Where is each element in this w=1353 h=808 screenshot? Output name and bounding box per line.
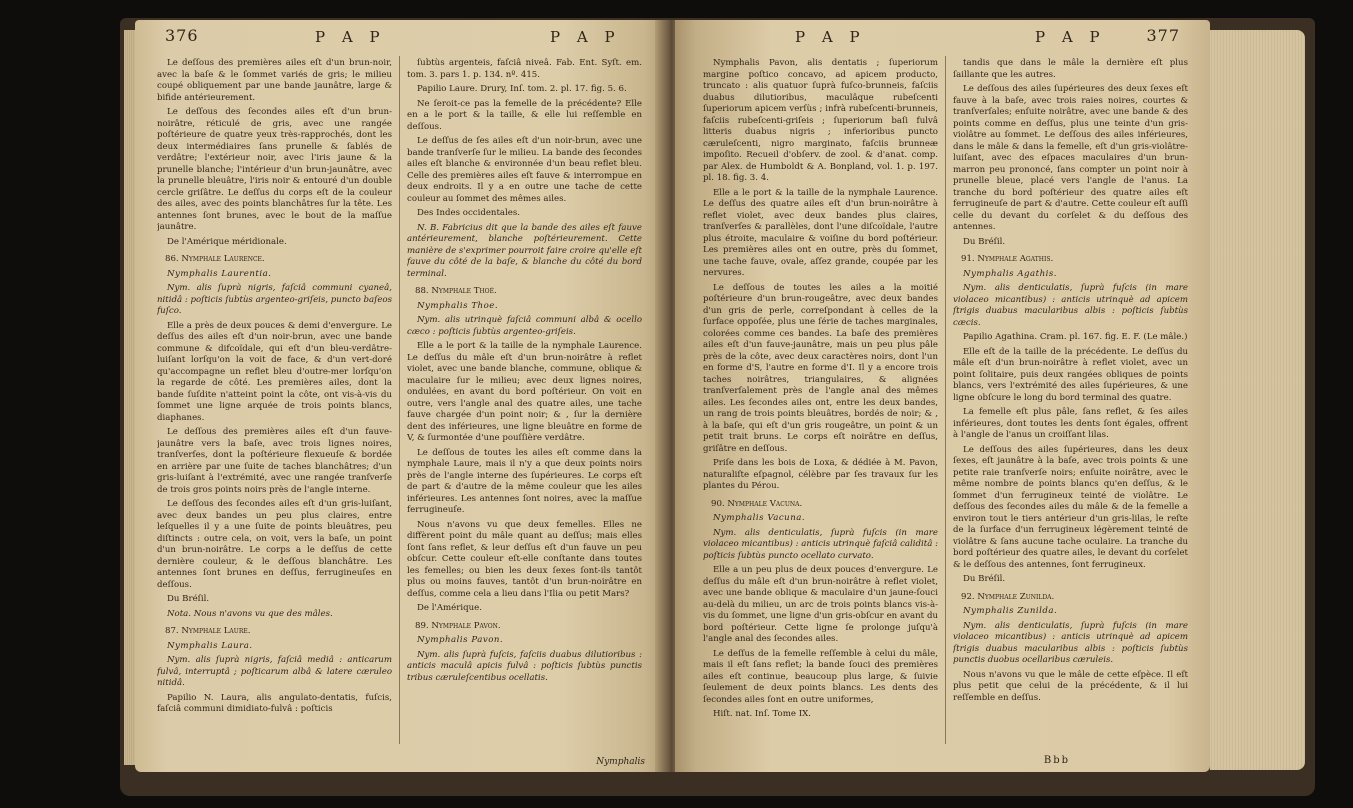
locality: De l'Amérique méridionale. xyxy=(167,236,287,247)
paragraph: Le deſſus de la femelle reſſemble à celui du mâle, mais il eſt ſans reflet; la bande ſouci des premières ailes eſt continue, beaucoup plus large, & ſuivie ſeulement de deux points blancs. Les dents des ſecondes ailes ſont en outre uniformes, xyxy=(703,648,938,705)
paragraph: Nous n'avons vu que deux femelles. Elles ne diffèrent point du mâle quant au deſſus; mais elles ſont ſans reflet, & leur deſſus eſt d'un fauve un peu obſcur. Cette couleur eſt-elle conſtante dans toutes les femelles; ou bien les deux ſexes ſont-ils tantôt plus ou moins fauves, tantôt d'un brun-noirâtre en deſſus, comme cela a lieu dans l'Ilia ou petit Mars? xyxy=(407,519,642,599)
paragraph: tandis que dans le mâle la dernière eſt plus ſaillante que les autres. xyxy=(953,58,1188,80)
left-column-2 xyxy=(407,58,642,752)
entry-heading: 92. Nymphale Zunilda. xyxy=(961,591,1055,602)
paragraph: Le deſſous des ailes ſupérieures des deux ſexes eſt fauve à la baſe, avec trois raies noires, courtes & tranſverſales; enſuite noirâtre, avec une bande & des points comme en deſſus, plus une teinte d'un gris-violâtre au ſommet. Le deſſous des ailes inférieures, dans le mâle & dans la femelle, eſt d'un gris-violâtre-luiſant, avec des eſpaces maculaires d'un brun-marron peu prononcé, ſans compter un point noir à prunelle bleue, placé vers l'angle de l'anus. La tranche du bord poſtérieur des quatre ailes eſt ferrugineuſe de part & d'autre. Cette couleur eſt auſſi celle du devant du corſelet & du deſſous des antennes. xyxy=(953,84,1188,232)
paragraph: Le deſſous de toutes les ailes eſt comme dans la nymphale Laure, mais il n'y a que deux points noirs près de l'angle interne des ſupérieures. Le corps eſt de part & d'autre de la même couleur que les ailes inférieures. Les antennes ſont noires, avec la maſſue ferrugineuſe. xyxy=(407,447,642,515)
paragraph: Le deſſus de ſes ailes eſt d'un noir-brun, avec une bande tranſverſe ſur le milieu. La bande des ſecondes ailes eſt blanche & environnée d'un beau reflet bleu. Celle des premières ailes eſt fauve & interrompue en deux endroits. Il y a en outre une tache de cette couleur au ſommet des mêmes ailes. xyxy=(407,136,642,204)
entry-subtitle: Nymphalis Laurentia. xyxy=(167,268,272,279)
left-header-title-2: P A P xyxy=(550,28,621,46)
paragraph: Elle a un peu plus de deux pouces d'envergure. Le deſſus du mâle eſt d'un brun-noirâtre à reflet violet, avec une bande oblique & maculaire d'un jaune-ſouci au-delà du milieu, un arc de trois points blancs vis-à-vis du ſommet, une ligne d'un gris-obſcur en avant du bord poſtérieur. Cette ligne ſe prolonge juſqu'à l'angle anal des ſecondes ailes. xyxy=(703,565,938,644)
right-column-2 xyxy=(953,58,1188,752)
signature-mark: Bbb xyxy=(1043,754,1070,766)
catchword: Nymphalis xyxy=(596,756,645,767)
reference: Hiſt. nat. Inſ. Tome IX. xyxy=(713,709,811,719)
column-rule xyxy=(399,56,400,744)
entry-heading: 89. Nymphale Pavon. xyxy=(415,620,501,631)
reference: Papilio Agathina. Cram. pl. 167. fig. E. F. (Le mâle.) xyxy=(963,332,1188,342)
note: N. B. Fabricius dit que la bande des ailes eſt fauve antérieurement, blanche poſtérieurement. Cette manière de s'exprimer pourroit faire croire qu'elle eſt fauve du côté de la baſe, & blanche du côté du bord terminal. xyxy=(407,222,642,279)
left-column-1 xyxy=(157,58,392,752)
paragraph: La femelle eſt plus pâle, ſans reflet, & ſes ailes inférieures, dont toutes les dents ſont égales, offrent à l'angle de l'anus un croiſſant lilas. xyxy=(953,407,1188,440)
locality: Du Bréſil. xyxy=(167,594,210,604)
paragraph: Le deſſous des premières ailes eſt d'un fauve-jaunâtre vers la baſe, avec trois lignes noires, tranſverſes, dont la poſtérieure flexueuſe & bordée en arrière par une ſuite de taches blanchâtres; d'un gris-luiſant à l'extrémité, avec une rangée tranſverſe de trois gros points noirs près de l'angle interne. xyxy=(157,427,392,495)
column-rule xyxy=(945,56,946,744)
entry-subtitle: Nymphalis Zunilda. xyxy=(963,606,1058,616)
right-page-header xyxy=(705,26,1180,52)
locality: De l'Amérique. xyxy=(417,603,482,613)
entry-heading: 91. Nymphale Agathis. xyxy=(961,254,1054,264)
entry-heading: 88. Nymphale Thoé. xyxy=(415,286,497,296)
entry-subtitle: Nymphalis Laura. xyxy=(167,640,253,651)
right-column-1 xyxy=(703,58,938,752)
reference: Papilio Laure. Drury, Inſ. tom. 2. pl. 17. fig. 5. 6. xyxy=(417,84,627,94)
entry-subtitle: Nymphalis Pavon. xyxy=(417,635,504,645)
latin-diagnosis: Nym. alis denticulatis, ſuprà fuſcis (in mare violaceo micantibus) : anticis utrinquè ad apicem ſtrigis duabus macularibus albis : poſticis ſubtùs punctis duobus ocellaribus cæruleis. xyxy=(953,620,1188,665)
right-page-edges xyxy=(1210,30,1305,770)
paragraph: Le deſſous des ailes ſupérieures, dans les deux ſexes, eſt jaunâtre à la baſe, avec trois points & une petite raie tranſverſe noirs; enſuite noirâtre, avec le même nombre de points blancs qu'en deſſus, & le ſommet d'un ferrugineux teinté de violâtre. Le deſſous des ſecondes ailes du mâle & de la femelle a environ tout le tiers antérieur d'un gris-lilas, le reſte de la ſurface d'un ferrugineux légèrement teinté de violâtre & ſans aucune tache oculaire. La tranche du bord poſtérieur des quatre ailes, le devant du corſelet & le deſſous des antennes, ſont ferrugineux. xyxy=(953,444,1188,570)
latin-diagnosis: Nym. alis denticulatis, ſuprà fuſcis (in mare violaceo micantibus) : anticis utrinquè ad apicem ſtrigis duabus macularibus albis : poſticis ſubtùs cæcis. xyxy=(953,283,1188,328)
reference: ſubtùs argenteis, faſciâ niveâ. Fab. Ent. Syſt. em. tom. 3. pars 1. p. 134. nº. 415. xyxy=(407,58,642,80)
right-header-title-1: P A P xyxy=(795,28,866,46)
paragraph: Le deſſous de toutes les ailes a la moitié poſtérieure d'un brun-rougeâtre, avec deux bandes d'un gris de perle, correſpondant à celles de la ſurface oppoſée, plus une ſérie de taches marginales, colorées comme ces bandes. La baſe des premières ailes eſt d'un fauve-jaunâtre, mais un peu plus pâle près de la côte, avec deux caractères noirs, dont l'un en forme d'S, l'autre en forme d'I. Il y a encore trois taches noirâtres, triangulaires, & alignées tranſverſalement près de l'angle anal des mêmes ailes. Les ſecondes ailes ont, entre les deux bandes, un rang de trois points bleuâtres, bordés de noir; & , à la baſe, qui eſt d'un gris rougeâtre, un point & un petit trait bruns. Le corps eſt noirâtre en deſſus, griſâtre en deſſous. xyxy=(703,282,938,454)
locality: Du Bréſil. xyxy=(963,236,1006,247)
latin-diagnosis: Nym. alis denticulatis, ſuprà fuſcis (in mare violaceo micantibus) : anticis utrinquè faſciâ caliditâ : poſticis ſubtùs puncto ocellato curvato. xyxy=(703,527,938,561)
entry-heading: 90. Nymphale Vacuna. xyxy=(711,498,803,509)
right-page xyxy=(675,20,1210,772)
entry-heading: 87. Nymphale Laure. xyxy=(165,626,251,636)
entry-subtitle: Nymphalis Thoe. xyxy=(417,300,499,311)
note: Nota. Nous n'avons vu que des mâles. xyxy=(167,608,333,619)
paragraph: Le deſſous des ſecondes ailes eſt d'un gris-luiſant, avec deux bandes un peu plus claires, entre leſquelles il y a une ſuite de points bleuâtres, peu diſtincts : outre cela, on voit, vers la baſe, un point d'un brun-noirâtre. Le corps a le deſſus de cette dernière couleur, & le deſſous blanchâtre. Les antennes ſont brunes en deſſus, ferrugineuſes en deſſous. xyxy=(157,499,392,590)
left-header-title-1: P A P xyxy=(315,28,386,46)
right-header-title-2: P A P xyxy=(1035,28,1106,46)
reference: Papilio N. Laura, alis angulato-dentatis, fuſcis, faſciâ communi dimidiato-fulvâ : poſticis xyxy=(157,692,392,714)
entry-heading: 86. Nymphale Laurence. xyxy=(165,254,265,264)
latin-diagnosis: Nym. alis utrinquè faſciâ communi albâ & ocello cæco : poſticis ſubtùs argenteo-griſeis. xyxy=(407,315,642,337)
locality: Du Bréſil. xyxy=(963,574,1006,584)
paragraph: Elle a le port & la taille de la nymphale Laurence. Le deſſus des quatre ailes eſt d'un brun-noirâtre à reflet violet, avec deux bandes plus claires, tranſverſes & parallèles, dont l'une diſcoïdale, l'autre plus étroite, maculaire & voiſine du bord poſtérieur. Les premières ailes ont en outre, près du ſommet, une tache fauve, ovale, aſſez grande, coupée par les nervures. xyxy=(703,187,938,278)
left-page xyxy=(135,20,665,772)
latin-diagnosis: Nym. alis ſuprà nigris, faſciâ mediâ : anticarum fulvâ, interruptâ ; poſticarum albâ & latere cæruleo nitidâ. xyxy=(157,655,392,688)
paragraph: Elle eſt de la taille de la précédente. Le deſſus du mâle eſt d'un brun-noirâtre à reflet violet, avec un point ſolitaire, puis deux rangées obliques de points blancs, vers l'extrémité des ailes ſupérieures, & une ligne obſcure le long du bord terminal des quatre. xyxy=(953,346,1188,403)
left-page-header xyxy=(165,26,635,52)
paragraph: Elle a près de deux pouces & demi d'envergure. Le deſſus des ailes eſt d'un noir-brun, avec une bande commune & difcoïdale, qui eſt d'un bleu-verdâtre-luiſant lorſqu'on la voit de face, & d'un vert-doré qu'accompagne un reflet bleu d'outre-mer lorſqu'on la regarde de côté. Les premières ailes, dont la bande ſuſdite n'atteint point la côte, ont vis-à-vis du ſommet une ligne arquée de trois points blancs, diaphanes. xyxy=(157,320,392,423)
entry-subtitle: Nymphalis Agathis. xyxy=(963,268,1058,279)
left-page-number: 376 xyxy=(165,26,199,45)
paragraph: Elle a le port & la taille de la nymphale Laurence. Le deſſus du mâle eſt d'un brun-noirâtre à reflet violet, avec une bande blanche, commune, oblique & maculaire ſur le milieu; avec deux lignes noires, ondulées, en avant du bord poſtérieur. On voit en outre, vers l'angle anal des quatre ailes, une tache fauve chargée d'un point noir; & , ſur la dernière dent des inférieures, une ligne bleuâtre en forme de V, & ſurmontée d'une pouſſière verdâtre. xyxy=(407,341,642,443)
reference: Nymphalis Pavon, alis dentatis ; ſuperiorum margine poſtico concavo, ad apicem producto, truncato : alis quatuor ſuprà fuſco-brunneis, faſciis duabus dilutioribus, maculâque rubeſcenti ſuperiorum apicem verſùs ; infrà rubeſcenti-brunneis, faſciis rubeſcenti-griſeis ; ſuperiorum baſi fulvâ litteris duabus nigris ; inferioribus puncto cæruleſcenti, nigro marginato, faſciis brunneæ impoſito. Recueil d'obſerv. de zool. & d'anat. comp. par Alex. de Humboldt & A. Bonpland, vol. 1. p. 197. pl. 18. fig. 3. 4. xyxy=(703,58,938,183)
locality: Des Indes occidentales. xyxy=(417,208,520,218)
paragraph: Le deſſous des premières ailes eſt d'un brun-noir, avec la baſe & le ſommet variés de gris; le milieu coupé obliquement par une bande jaunâtre, large & bifide antérieurement. xyxy=(157,58,392,103)
right-page-number: 377 xyxy=(1146,26,1180,45)
paragraph: Nous n'avons vu que le mâle de cette eſpèce. Il eſt plus petit que celui de la précédente, & il lui reſſemble en deſſus. xyxy=(953,669,1188,703)
paragraph: Ne ſeroit-ce pas la femelle de la précédente? Elle en a le port & la taille, & elle lui reſſemble en deſſous. xyxy=(407,98,642,132)
entry-subtitle: Nymphalis Vacuna. xyxy=(713,513,806,523)
latin-diagnosis: Nym. alis ſuprà fuſcis, faſciis duabus dilutioribus : anticis maculâ apicis fulvâ : poſticis ſubtùs punctis tribus cæruleſcentibus ocellatis. xyxy=(407,649,642,683)
paragraph: Priſe dans les bois de Loxa, & dédiée à M. Pavon, naturaliſte eſpagnol, célèbre par ſes travaux ſur les plantes du Pérou. xyxy=(703,458,938,491)
latin-diagnosis: Nym. alis ſuprà nigris, faſciâ communi cyaneâ, nitidâ : poſticis ſubtùs argenteo-griſeis, puncto baſeos fuſco. xyxy=(157,283,392,316)
paragraph: Le deſſous des ſecondes ailes eſt d'un brun-noirâtre, réticulé de gris, avec une rangée poſtérieure de quatre yeux très-rapprochés, dont les deux intermédiaires ſans prunelle & ſablés de verdâtre; l'extérieur noir, avec l'iris jaune & la prunelle blanche; l'intérieur d'un brun-jaunâtre, avec la prunelle bleuâtre, l'iris noir & entouré d'un double cercle griſâtre. Le deſſus du corps eſt de la couleur des ailes, avec des points blanchâtres ſur la tête. Les antennes ſont brunes, avec le bout de la maſſue jaunâtre. xyxy=(157,107,392,232)
